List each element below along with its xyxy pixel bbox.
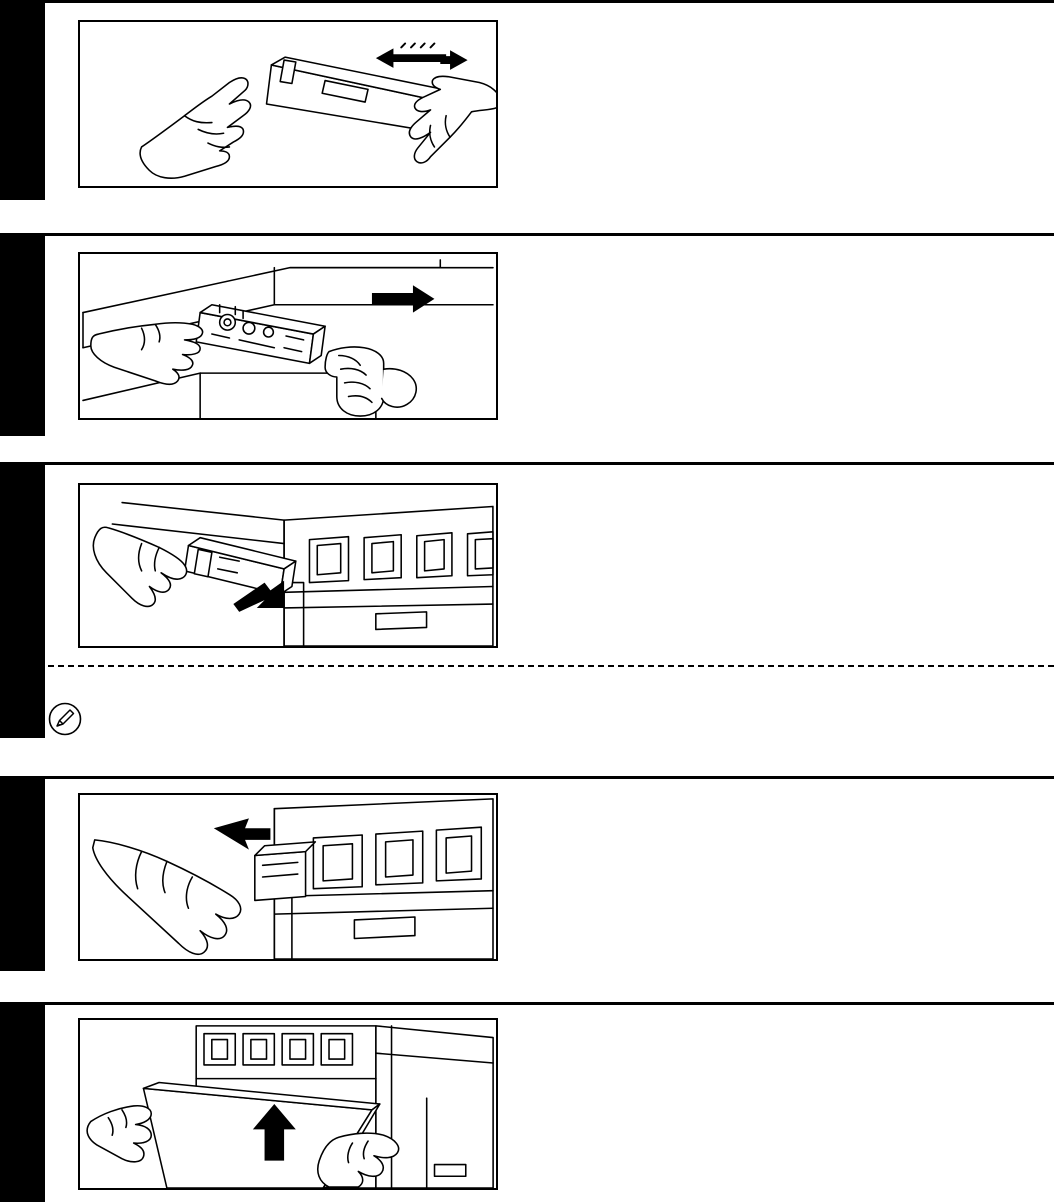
- figure-remove-cartridge: [78, 252, 498, 420]
- step-marker-1: [0, 0, 45, 200]
- figure-close-front-cover: [78, 1018, 498, 1190]
- pencil-note-icon: [48, 702, 82, 736]
- step-marker-4: [0, 779, 45, 971]
- rule-step-2: [0, 233, 1054, 236]
- step-marker-5: [0, 1005, 45, 1202]
- figure-shake-cartridge: [78, 20, 498, 188]
- rule-step-4: [0, 776, 1054, 779]
- step-marker-2: [0, 236, 45, 436]
- figure-push-cartridge: [78, 793, 498, 961]
- rule-top: [0, 0, 1054, 3]
- step-marker-3: [0, 465, 45, 738]
- rule-step-3: [0, 462, 1054, 465]
- dashed-separator: [48, 665, 1054, 667]
- figure-insert-cartridge: [78, 483, 498, 648]
- rule-step-5: [0, 1002, 1054, 1005]
